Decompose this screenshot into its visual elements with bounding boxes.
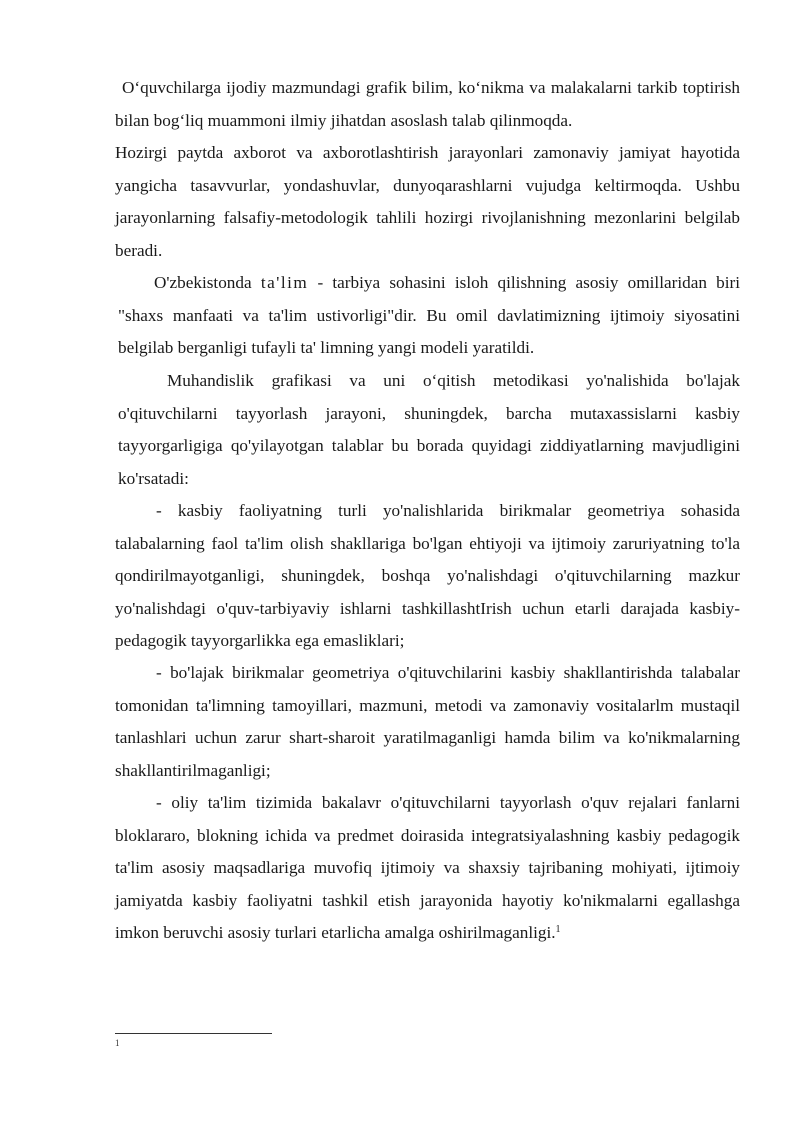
paragraph-education-reform-start: O'zbekistonda <box>154 273 261 292</box>
paragraph-education-reform-spaced-word: ta'lim <box>260 273 309 292</box>
paragraph-intro: O‘quvchilarga ijodiy mazmundagi grafik bilim, ko‘nikma va malakalarni tarkib toptirish bilan bog‘liq muammoni ilmiy jihatdan asoslash talab qilinmoqda. <box>115 78 740 130</box>
paragraph-education-reform-rest: - tarbiya sohasini isloh qilishning asosiy omillaridan biri "shaxs manfaati va ta'lim ustivorligi"dir. Bu omil davlatimizning ijtimoiy siyosatini belgilab berganligi tufayli ta' limning yangi modeli yaratildi. <box>118 273 740 357</box>
list-item-contradiction-1: - kasbiy faoliyatning turli yo'nalishlarida birikmalar geometriya sohasida talabalarning faol ta'lim olish shakllariga bo'lgan ehtiyoji va ijtimoiy zaruriyatning to'la qondirilmayotganligi, shuningdek, boshqa yo'nalishdagi o'qituvchilarning mazkur yo'nalishdagi o'quv-tarbiyaviy ishlarni tashkillashtIrish uchun etarli darajada kasbiy-pedagogik tayyorgarlikka ega emasliklari; <box>115 501 740 650</box>
paragraph-engineering-graphics: Muhandislik grafikasi va uni o‘qitish metodikasi yo'nalishida bo'lajak o'qituvchilarni tayyorlash jarayoni, shuningdek, barcha mutaxassislarni kasbiy tayyorgarligiga qo'yilayotgan talablar bu borada quyidagi ziddiyatlarning mavjudligini ko'rsatadi: <box>118 371 740 488</box>
list-item-contradiction-3-text: - oliy ta'lim tizimida bakalavr o'qituvchilarni tayyorlash o'quv rejalari fanlarni bloklararo, blokning ichida va predmet doirasida integratsiyalashning kasbiy pedagogik ta'lim asosiy maqsadlariga muvofiq ijtimoiy va shaxsiy tajribaning mohiyati, ijtimoiy jamiyatda kasbiy faoliyatni tashkil etish jarayonida hayotiy ko'nikmalarni egallashga imkon beruvchi asosiy turlari etarlicha amalga oshirilmaganligi. <box>115 793 740 942</box>
footnote-marker: 1 <box>115 1038 120 1048</box>
paragraph-education-reform <box>118 267 740 365</box>
footnote-separator <box>115 1033 272 1034</box>
paragraph-information-society: Hozirgi paytda axborot va axborotlashtirish jarayonlari zamonaviy jamiyat hayotida yangicha tasavvurlar, yondashuvlar, dunyoqarashlarni vujudga keltirmoqda. Ushbu jarayonlarning falsafiy-metodologik tahlili hozirgi rivojlanishning mezonlarini belgilab beradi. <box>115 143 740 260</box>
list-item-contradiction-3 <box>115 787 740 950</box>
list-item-contradiction-2: - bo'lajak birikmalar geometriya o'qituvchilarini kasbiy shakllantirishda talabalar tomonidan ta'limning tamoyillari, mazmuni, metodi va zamonaviy vositalarlm mustaqil tanlashlari uchun zarur shart-sharoit yaratilmaganligi hamda bilim va ko'nikmalarning shakllantirilmaganligi; <box>115 663 740 780</box>
footnote-reference[interactable]: 1 <box>555 924 561 935</box>
